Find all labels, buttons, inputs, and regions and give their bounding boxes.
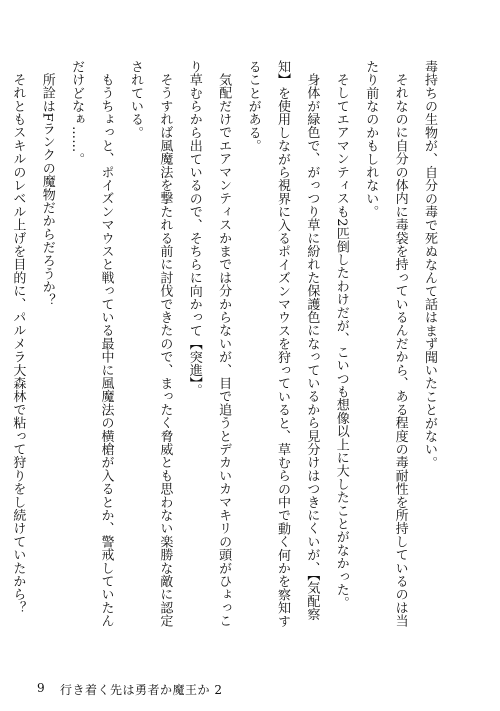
paragraph: それともスキルのレベル上げを目的に、パルメラ大森林で粘って狩りをし続けていたから？ — [10, 73, 26, 615]
page-footer — [0, 681, 500, 703]
paragraph: それなのに自分の体内に毒袋を持っているんだから、ある程度の毒耐性を所持しているのは当たり前なのかもしれない。 — [363, 60, 408, 628]
paragraph: もうちょっと、ポイズンマウスと戦っている最中に風魔法の横槍が入るとか、警戒していたんだけどなぁ……。 — [69, 60, 114, 628]
paragraph: そうすれば風魔法を撃たれる前に討伐できたので、まったく脅威とも思わない楽勝な敵に認定されている。 — [127, 60, 173, 628]
page-number: 9 — [37, 681, 45, 695]
paragraph: 毒持ちの生物が、自分の毒で死ぬなんて話はまず聞いたことがない。 — [422, 60, 437, 470]
paragraph: そしてエアマンティスも2匹倒したわけだが、こいつも想像以上に大したことがなかった。 — [333, 73, 349, 610]
paragraph: 気配だけでエアマンティスかまでは分からないが、目で追うとデカいカマキリの頭がひょっこり草むらから出ているので、そちらに向かって【突進】。 — [186, 60, 232, 628]
vertical-text-body — [10, 60, 444, 632]
running-title: 行き着く先は勇者か魔王か 2 — [60, 683, 223, 697]
paragraph: 身体が緑色で、がっつり草に紛れた保護色になっているから見分けはつきにくいが、【気配察知】を使用しながら視界に入るポイズンマウスを狩っていると、草むらの中で動く何かを察知することがある。 — [245, 60, 320, 628]
paragraph — [0, 60, 3, 632]
paragraph: 所詮はFランクの魔物だからだろうか？ — [39, 73, 55, 307]
